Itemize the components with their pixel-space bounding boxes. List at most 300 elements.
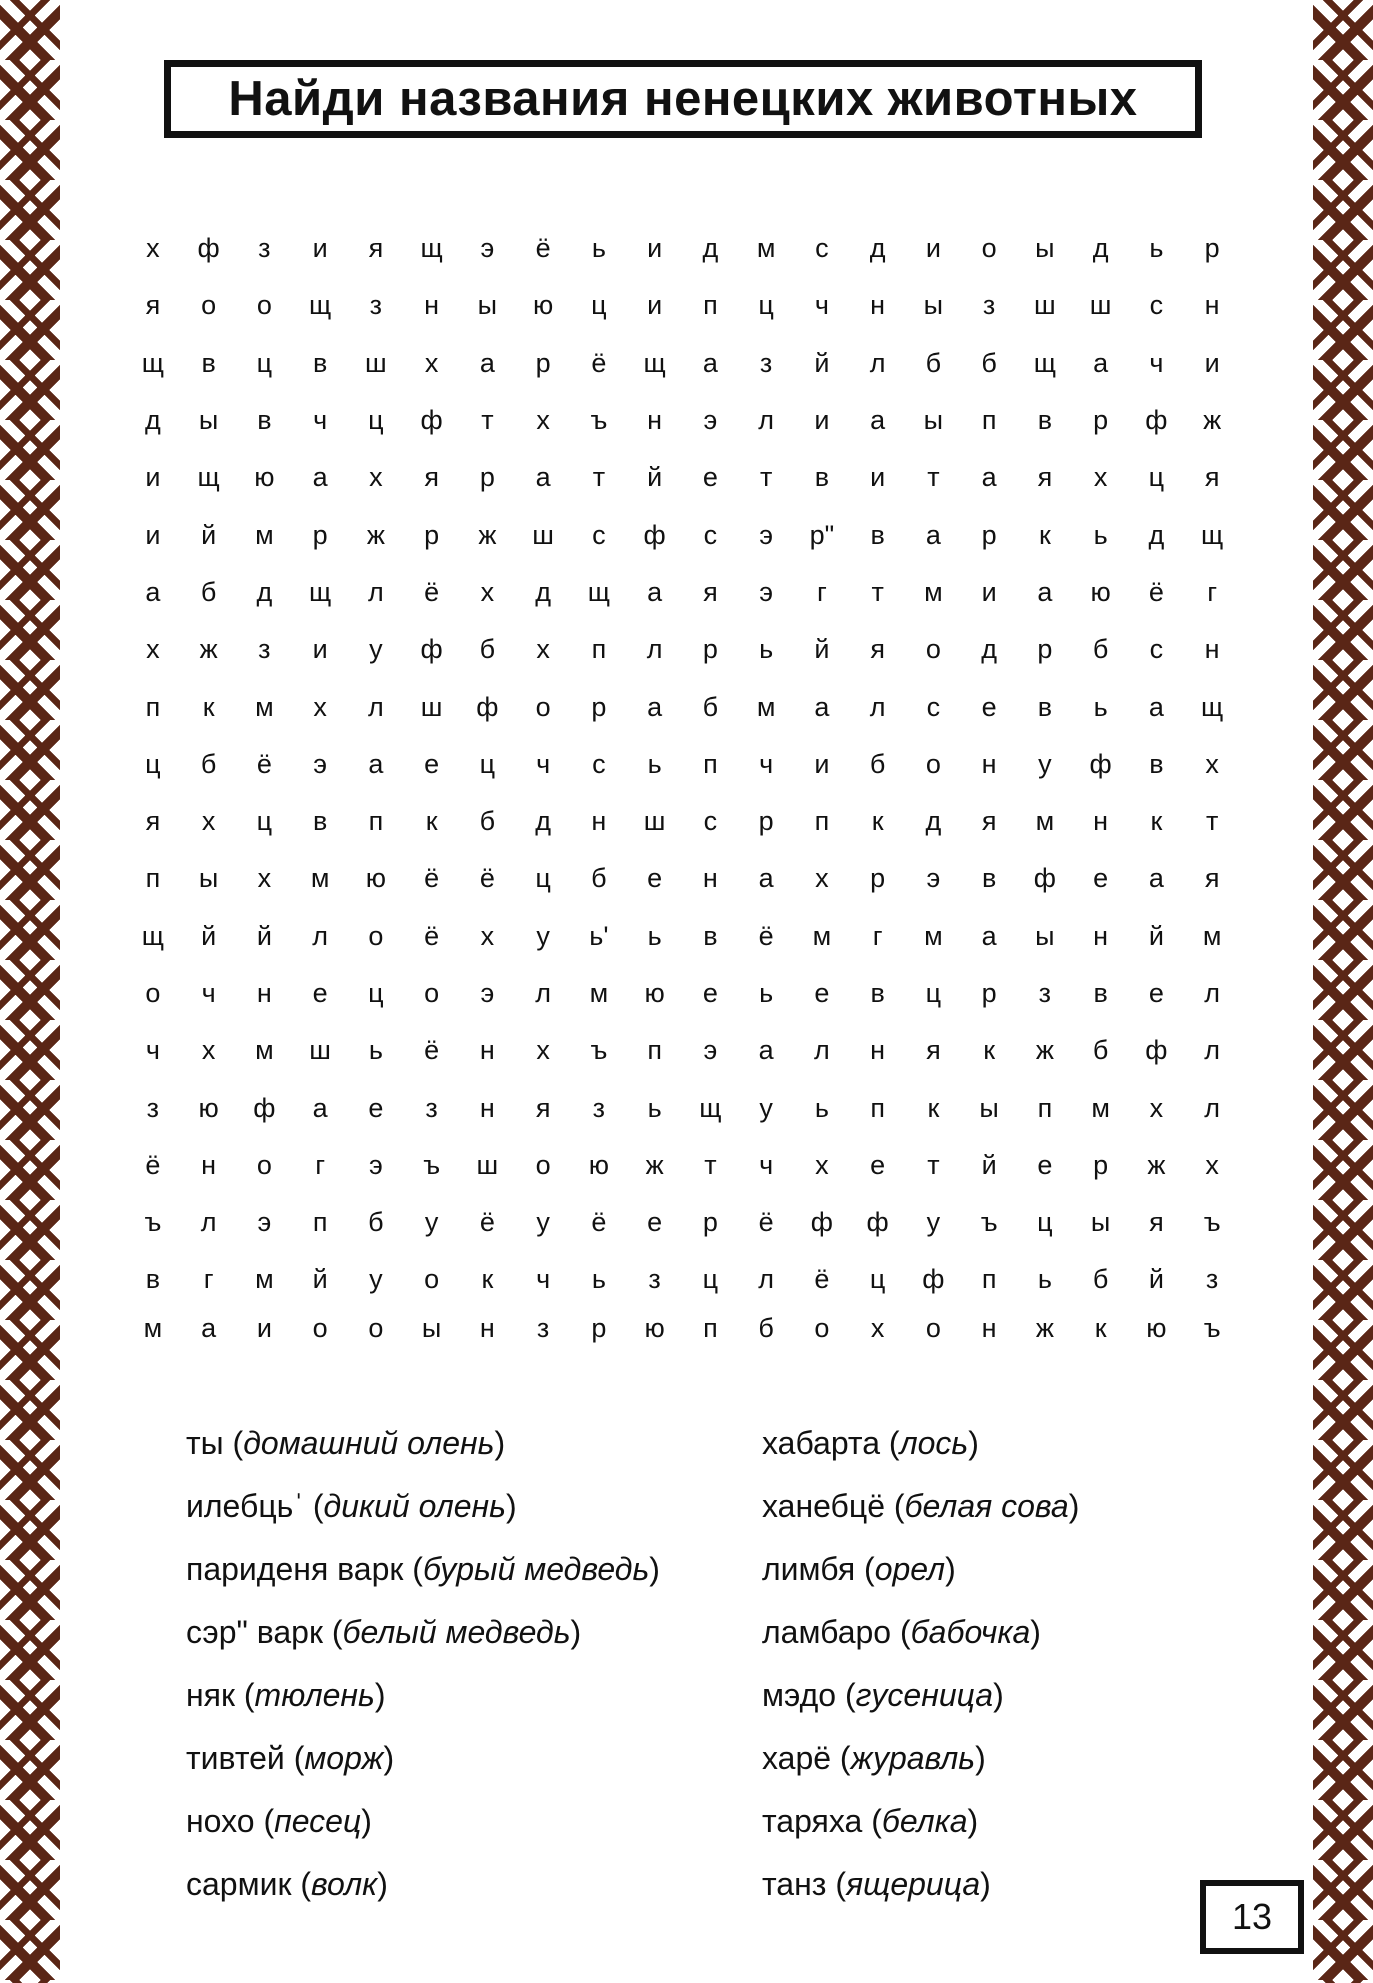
grid-cell: е [647,863,663,894]
grid-cell: в [870,519,885,550]
grid-cell: ч [759,748,774,779]
grid-cell: р [479,462,495,493]
grid-row [125,850,1240,907]
russian-translation: дикий олень [323,1488,506,1524]
grid-cell: с [703,806,718,837]
grid-cell: о [535,1149,551,1180]
grid-cell: в [1037,691,1053,722]
grid-cell: ь [814,1092,829,1123]
grid-cell: п [145,863,161,894]
grid-cell: ь [647,920,662,951]
grid-cell: ё [145,1149,161,1180]
grid-cell: р [1093,405,1109,436]
grid-cell: е [870,1149,886,1180]
grid-cell: т [1205,806,1219,837]
grid-cell: ч [814,290,829,321]
grid-cell: и [145,519,161,550]
grid-cell: б [1092,634,1109,665]
grid-cell: о [145,978,161,1008]
grid-cell: с [926,691,941,722]
grid-cell: я [535,1092,551,1123]
grid-cell: а [647,576,663,607]
grid-cell: ъ [423,1149,441,1180]
grid-cell: ь [759,978,774,1008]
nenets-word: сармик ( [186,1866,312,1902]
grid-cell: д [144,405,161,436]
grid-cell: а [758,863,774,894]
page-number-box [1200,1880,1304,1954]
grid-cell: ё [424,863,440,894]
grid-cell: д [981,634,997,665]
grid-cell: ц [256,806,273,837]
russian-translation: песец [274,1803,362,1839]
grid-cell: ь [1093,519,1108,550]
grid-cell: ц [368,978,384,1008]
grid-cell: к [1038,519,1051,550]
russian-translation: орел [874,1551,946,1587]
grid-row [125,678,1240,735]
grid-cell: ё [256,748,272,779]
grid-cell: в [981,863,997,894]
grid-cell: х [146,634,160,665]
grid-cell: м [756,691,776,722]
grid-cell: е [1093,863,1109,894]
grid-cell: н [201,1149,217,1180]
grid-cell: л [200,1207,217,1238]
grid-cell: щ [1033,347,1056,378]
grid-cell: г [1207,576,1218,607]
grid-cell: э [257,1207,272,1238]
grid-cell: х [480,576,495,607]
grid-cell: о [814,1313,830,1344]
grid-cell: р [981,519,997,550]
russian-translation: журавль [850,1740,976,1776]
grid-cell: ч [145,1035,160,1066]
grid-cell: ц [368,405,384,436]
grid-cell: у [369,1264,383,1295]
russian-translation: гусеница [855,1677,994,1713]
word-list-item [762,1664,1079,1727]
grid-cell: м [255,691,274,722]
grid-cell: н [591,806,607,837]
grid-cell: я [703,576,718,607]
grid-cell: л [1204,1092,1220,1123]
grid-cell: л [312,920,328,951]
grid-row [125,335,1240,392]
grid-cell: л [367,576,384,607]
grid-cell: ш [643,806,666,837]
grid-cell: ц [1037,1207,1053,1238]
grid-cell: ё [591,347,607,378]
grid-cell: н [1204,634,1220,665]
grid-cell: ф [253,1092,276,1123]
grid-cell: з [1038,978,1052,1008]
grid-cell: р [1204,233,1220,264]
grid-cell: й [647,462,663,493]
grid-cell: ф [1089,748,1112,779]
grid-cell: ы [1035,920,1055,951]
ornament-border-right [1313,0,1373,1983]
grid-cell: р [702,1207,718,1238]
grid-cell: ц [256,347,273,378]
grid-cell: ё [758,1207,774,1238]
grid-cell: ь [647,1092,662,1123]
grid-cell: ё [814,1264,830,1295]
grid-cell: й [1148,1264,1164,1295]
grid-cell: н [479,1313,495,1344]
grid-cell: щ [420,233,443,264]
closing-paren: ) [361,1803,372,1839]
grid-cell: г [816,576,827,607]
closing-paren: ) [1030,1614,1041,1650]
grid-cell: ж [366,519,385,550]
closing-paren: ) [1068,1488,1080,1524]
closing-paren: ) [968,1425,979,1461]
grid-cell: з [258,634,271,665]
grid-cell: д [535,576,551,607]
nenets-word: таряха ( [762,1803,882,1839]
grid-cell: д [869,233,886,264]
grid-cell: з [1205,1264,1219,1295]
grid-cell: щ [141,347,164,378]
grid-cell: т [481,405,494,436]
grid-cell: н [981,748,997,779]
grid-cell: ё [758,920,774,951]
grid-cell: а [145,576,161,607]
grid-cell: з [982,290,996,321]
grid-cell: х [369,462,383,493]
grid-cell: ы [198,863,219,894]
grid-cell: а [312,1092,328,1123]
grid-cell: к [425,806,438,837]
grid-cell: н [1093,806,1109,837]
grid-cell: ж [1203,405,1222,436]
grid-cell: м [143,1313,163,1344]
grid-cell: о [368,1313,384,1344]
grid-cell: х [1205,748,1219,779]
grid-cell: н [424,290,440,321]
grid-cell: ь [1149,233,1164,264]
grid-cell: м [924,920,943,951]
grid-cell: а [981,462,997,493]
grid-cell: ё [1148,576,1164,607]
grid-cell: л [367,691,384,722]
nenets-word: тивтей ( [186,1740,305,1776]
grid-cell: п [703,290,718,321]
grid-cell: э [926,863,941,894]
grid-cell: п [1037,1092,1053,1123]
grid-cell: ё [479,863,495,894]
grid-cell: в [145,1264,161,1295]
grid-cell: у [424,1207,439,1238]
closing-paren: ) [975,1740,986,1776]
grid-row [125,449,1240,506]
word-search-grid [125,220,1240,1349]
grid-cell: х [1149,1092,1164,1123]
grid-cell: ч [201,978,216,1008]
grid-cell: я [1204,462,1220,493]
russian-translation: белка [881,1803,968,1839]
grid-row [125,1194,1240,1251]
russian-translation: тюлень [254,1677,375,1713]
grid-cell: к [1094,1313,1107,1344]
grid-cell: ё [424,920,440,951]
grid-cell: б [869,748,886,779]
grid-cell: о [368,920,384,951]
grid-cell: т [704,1149,717,1180]
grid-cell: ь [591,1264,606,1295]
grid-cell: а [702,347,718,378]
grid-cell: н [702,863,718,894]
grid-cell: в [703,920,718,951]
grid-cell: а [1148,691,1164,722]
grid-cell: ь [759,634,774,665]
nenets-word: харё ( [762,1740,851,1776]
grid-cell: ё [535,233,551,264]
grid-cell: в [1037,405,1053,436]
grid-cell: и [925,233,941,264]
grid-cell: ж [199,634,218,665]
russian-translation: ящерица [845,1866,981,1902]
grid-cell: л [758,1264,774,1295]
grid-cell: я [1204,863,1220,894]
grid-cell: и [981,576,997,607]
grid-cell: д [1092,233,1109,264]
grid-cell: л [535,978,551,1008]
grid-cell: б [702,691,719,722]
grid-cell: р [591,691,607,722]
grid-cell: и [870,462,886,493]
grid-cell: ю [1146,1313,1167,1344]
word-list-item [762,1538,1079,1601]
grid-cell: н [647,405,663,436]
grid-cell: м [255,1035,274,1066]
grid-cell: ь [1037,1264,1052,1295]
grid-cell: ц [535,863,551,894]
grid-cell: ц [145,748,161,779]
grid-cell: х [257,863,272,894]
grid-cell: ъ [144,1207,162,1238]
grid-cell: е [368,1092,384,1123]
grid-cell: л [1204,978,1220,1008]
grid-cell: ю [644,978,665,1008]
grid-row [125,220,1240,277]
closing-paren: ) [505,1488,517,1524]
nenets-word: хабарта ( [762,1425,900,1461]
grid-cell: ь [591,233,606,264]
grid-cell: е [424,748,440,779]
russian-translation: бабочка [910,1614,1031,1650]
grid-cell: х [1205,1149,1219,1180]
grid-cell: щ [309,290,332,321]
grid-cell: й [1148,920,1164,951]
grid-cell: д [256,576,273,607]
word-list-item [186,1475,660,1538]
page-title: Найди названия ненецких животных [228,72,1138,126]
grid-cell: и [814,405,830,436]
grid-cell: а [647,691,663,722]
grid-cell: ф [643,519,666,550]
grid-cell: з [759,347,773,378]
word-list-item [762,1412,1079,1475]
closing-paren: ) [980,1866,991,1902]
grid-cell: о [312,1313,328,1344]
grid-cell: р [702,634,718,665]
grid-cell: н [479,1035,495,1066]
grid-cell: ы [421,1313,442,1344]
grid-cell: ф [810,1207,833,1238]
grid-cell: м [255,1264,274,1295]
ornament-border-left [0,0,60,1983]
grid-cell: т [871,576,884,607]
grid-cell: т [927,462,940,493]
grid-cell: ш [1089,290,1112,321]
grid-cell: ъ [590,1035,608,1066]
grid-cell: а [535,462,551,493]
grid-cell: ж [478,519,497,550]
grid-cell: и [647,233,663,264]
grid-cell: п [368,806,384,837]
grid-cell: п [814,806,830,837]
grid-cell: а [925,519,941,550]
grid-cell: а [479,347,495,378]
grid-cell: а [758,1035,774,1066]
grid-cell: б [1092,1264,1109,1295]
grid-cell: у [759,1092,773,1123]
grid-cell: а [814,691,830,722]
grid-cell: ю [1090,576,1111,607]
grid-cell: г [872,920,883,951]
grid-cell: б [479,634,496,665]
grid-cell: м [1035,806,1055,837]
grid-cell: т [927,1149,940,1180]
grid-cell: ф [1145,405,1168,436]
grid-cell: ю [533,290,554,321]
grid-cell: м [589,978,609,1008]
grid-cell: ш [420,691,443,722]
grid-cell: ф [1145,1035,1168,1066]
grid-cell: а [201,1313,217,1344]
grid-row [125,392,1240,449]
grid-cell: э [480,233,495,264]
grid-cell: х [536,1035,550,1066]
grid-cell: в [201,347,216,378]
grid-cell: е [1037,1149,1053,1180]
closing-paren: ) [967,1803,979,1839]
grid-cell: б [200,748,217,779]
grid-cell: я [981,806,997,837]
grid-cell: с [592,519,606,550]
grid-cell: я [145,290,161,321]
grid-cell: ж [645,1149,664,1180]
closing-paren: ) [993,1677,1004,1713]
word-list-item [762,1727,1079,1790]
grid-cell: ф [197,233,220,264]
grid-cell: у [369,634,383,665]
nenets-word: ламбаро ( [762,1614,911,1650]
grid-row [125,736,1240,793]
grid-cell: г [315,1149,326,1180]
grid-cell: ы [1090,1207,1111,1238]
grid-cell: м [812,920,832,951]
grid-cell: ф [922,1264,945,1295]
grid-cell: л [1204,1035,1220,1066]
grid-cell: к [871,806,884,837]
grid-cell: р [1093,1149,1109,1180]
grid-cell: э [480,978,495,1008]
grid-cell: о [981,233,997,264]
nenets-word: мэдо ( [762,1677,856,1713]
grid-cell: з [258,233,271,264]
grid-cell: з [369,290,383,321]
grid-cell: у [926,1207,941,1238]
grid-cell: а [1093,347,1109,378]
grid-row [125,1137,1240,1194]
grid-cell: ф [1033,863,1056,894]
word-list-item [186,1853,660,1916]
grid-row [125,908,1240,965]
grid-cell: б [1092,1035,1109,1066]
grid-cell: х [1093,462,1108,493]
grid-cell: н [256,978,272,1008]
nenets-word: нохо ( [186,1803,275,1839]
grid-cell: б [368,1207,384,1238]
grid-cell: у [1038,748,1052,779]
grid-cell: к [202,691,215,722]
grid-cell: я [1037,462,1053,493]
grid-cell: ч [1149,347,1164,378]
grid-cell: у [536,920,550,951]
russian-translation: домашний олень [243,1425,495,1461]
grid-cell: в [1093,978,1108,1008]
grid-cell: ы [477,290,498,321]
grid-cell: х [870,1313,885,1344]
grid-cell: н [870,1035,886,1066]
grid-cell: ч [536,748,551,779]
grid-cell: а [368,748,384,779]
grid-cell: я [870,634,885,665]
grid-cell: х [536,405,550,436]
grid-cell: п [981,405,997,436]
grid-cell: п [981,1264,997,1295]
grid-cell: ш [309,1035,331,1066]
grid-cell: ч [759,1149,774,1180]
grid-cell: х [815,1149,829,1180]
grid-cell: я [145,806,161,837]
word-list-item [186,1790,660,1853]
grid-cell: ч [536,1264,551,1295]
grid-cell: з [146,1092,160,1123]
grid-cell: ч [313,405,328,436]
grid-cell: р [591,1313,607,1344]
grid-cell: ф [420,634,443,665]
grid-cell: х [480,920,495,951]
grid-cell: б [591,863,607,894]
grid-cell: ц [702,1264,719,1295]
grid-cell: е [702,978,718,1008]
grid-cell: м [255,519,274,550]
grid-cell: э [313,748,328,779]
grid-cell: ц [869,1264,886,1295]
grid-cell: ю [588,1149,609,1180]
grid-cell: р [535,347,551,378]
grid-cell: п [591,634,607,665]
grid-cell: ю [365,863,386,894]
grid-cell: к [481,1264,494,1295]
grid-cell: ж [1147,1149,1166,1180]
grid-cell: ъ [590,405,608,436]
grid-cell: п [145,691,161,722]
